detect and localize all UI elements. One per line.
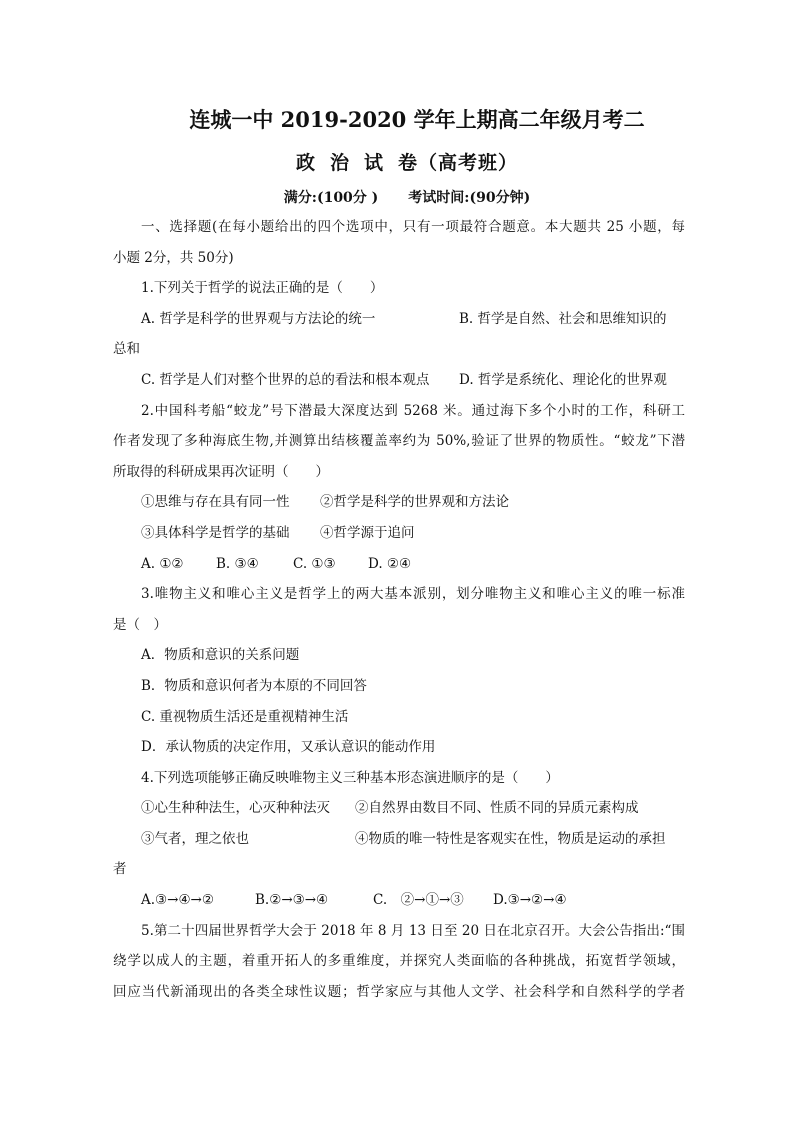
question-4-stem: 4.下列选项能够正确反映唯物主义三种基本形态演进顺序的是（ ） <box>141 769 559 786</box>
item-4: ④物质的唯一特性是客观实在性，物质是运动的承担 <box>355 830 666 847</box>
question-4-options <box>113 885 685 916</box>
option-c: C. ①③ <box>293 555 336 572</box>
question-2-items-34 <box>113 518 685 549</box>
option-c: C. ②→①→③ <box>373 892 464 909</box>
option-a: A. 哲学是科学的世界观与方法论的统一 <box>141 310 376 327</box>
option-b: B. ③④ <box>216 555 259 572</box>
question-1-options-cd <box>113 365 685 396</box>
exam-title: 连城一中 2019-2020 学年上期高二年级月考二 <box>189 107 645 132</box>
question-5-stem: 5.第二十四届世界哲学大会于 2018 年 8 月 13 日至 20 日在北京召开。大会公告指出:“围 <box>141 922 685 939</box>
option-b: B．物质和意识何者为本原的不同回答 <box>141 677 367 694</box>
item-4: ④哲学源于追问 <box>320 524 415 541</box>
subtitle-char: 试 <box>364 152 385 174</box>
option-d: D．承认物质的决定作用，又承认意识的能动作用 <box>141 739 436 756</box>
question-2-items-12 <box>113 487 685 518</box>
question-3-stem: 3.唯物主义和唯心主义是哲学上的两大基本派别，划分唯物主义和唯心主义的唯一标准 <box>141 586 685 603</box>
subtitle-char: 治 <box>329 152 350 174</box>
item-3: ③具体科学是哲学的基础 <box>141 524 290 541</box>
option-b: B.②→③→④ <box>255 892 329 909</box>
exam-body <box>113 212 685 1007</box>
item-2: ②自然界由数目不同、性质不同的异质元素构成 <box>355 800 639 817</box>
option-d: D. ②④ <box>368 555 412 572</box>
option-c: C. 重视物质生活还是重视精神生活 <box>141 708 349 725</box>
question-1-options-ab <box>113 304 685 335</box>
question-5-stem-cont: 绕学以成人的主题，着重开拓人的多重维度，并探究人类面临的各种挑战，拓宽哲学领域， <box>113 953 685 970</box>
section-instructions: 一、选择题(在每小题给出的四个选项中，只有一项最符合题意。本大题共 25 小题，每 <box>141 219 685 235</box>
item-4-cont: 者 <box>113 861 127 878</box>
item-2: ②哲学是科学的世界观和方法论 <box>320 494 509 511</box>
option-a: A.③→④→② <box>141 892 214 909</box>
full-score: 满分:(100分 ) <box>283 190 379 206</box>
option-c: C. 哲学是人们对整个世界的总的看法和根本观点 <box>141 371 430 388</box>
question-2-stem-end: 所取得的科研成果再次证明（ ） <box>113 463 329 480</box>
option-a: A．物质和意识的关系问题 <box>141 647 300 664</box>
exam-subtitle <box>0 148 794 175</box>
option-d: D. 哲学是系统化、理论化的世界观 <box>459 371 667 388</box>
option-a: A. ①② <box>141 555 184 572</box>
question-2-stem: 2.中国科考船“蛟龙”号下潜最大深度达到 5268 米。通过海下多个小时的工作，科研工 <box>141 402 685 419</box>
section-instructions-cont: 小题 2分，共 50分) <box>113 249 234 266</box>
option-b: B. 哲学是自然、社会和思维知识的 <box>459 310 667 327</box>
exam-time: 考试时间:(90分钟) <box>408 190 531 206</box>
exam-info <box>0 187 794 207</box>
question-5-stem-cont-2: 回应当代新涌现出的各类全球性议题；哲学家应与其他人文学、社会科学和自然科学的学者 <box>113 983 685 1000</box>
subtitle-char: 政 <box>295 152 316 174</box>
question-4-items-34 <box>113 824 685 855</box>
option-d: D.③→②→④ <box>493 892 567 909</box>
question-2-options <box>113 549 685 580</box>
question-2-stem-cont: 作者发现了多种海底生物,并测算出结核覆盖率约为 50%,验证了世界的物质性。“蛟龙”下潜 <box>113 433 685 450</box>
question-3-stem-cont: 是（ ） <box>113 616 167 633</box>
item-1: ①思维与存在具有同一性 <box>141 494 290 511</box>
question-4-items-12 <box>113 793 685 824</box>
item-1: ①心生种种法生，心灭种种法灭 <box>141 800 330 817</box>
item-3: ③气者，理之依也 <box>141 830 249 847</box>
question-1-stem: 1.下列关于哲学的说法正确的是（ ） <box>141 280 384 297</box>
option-b-cont: 总和 <box>113 341 140 358</box>
subtitle-char: 卷（高考班） <box>398 152 519 174</box>
